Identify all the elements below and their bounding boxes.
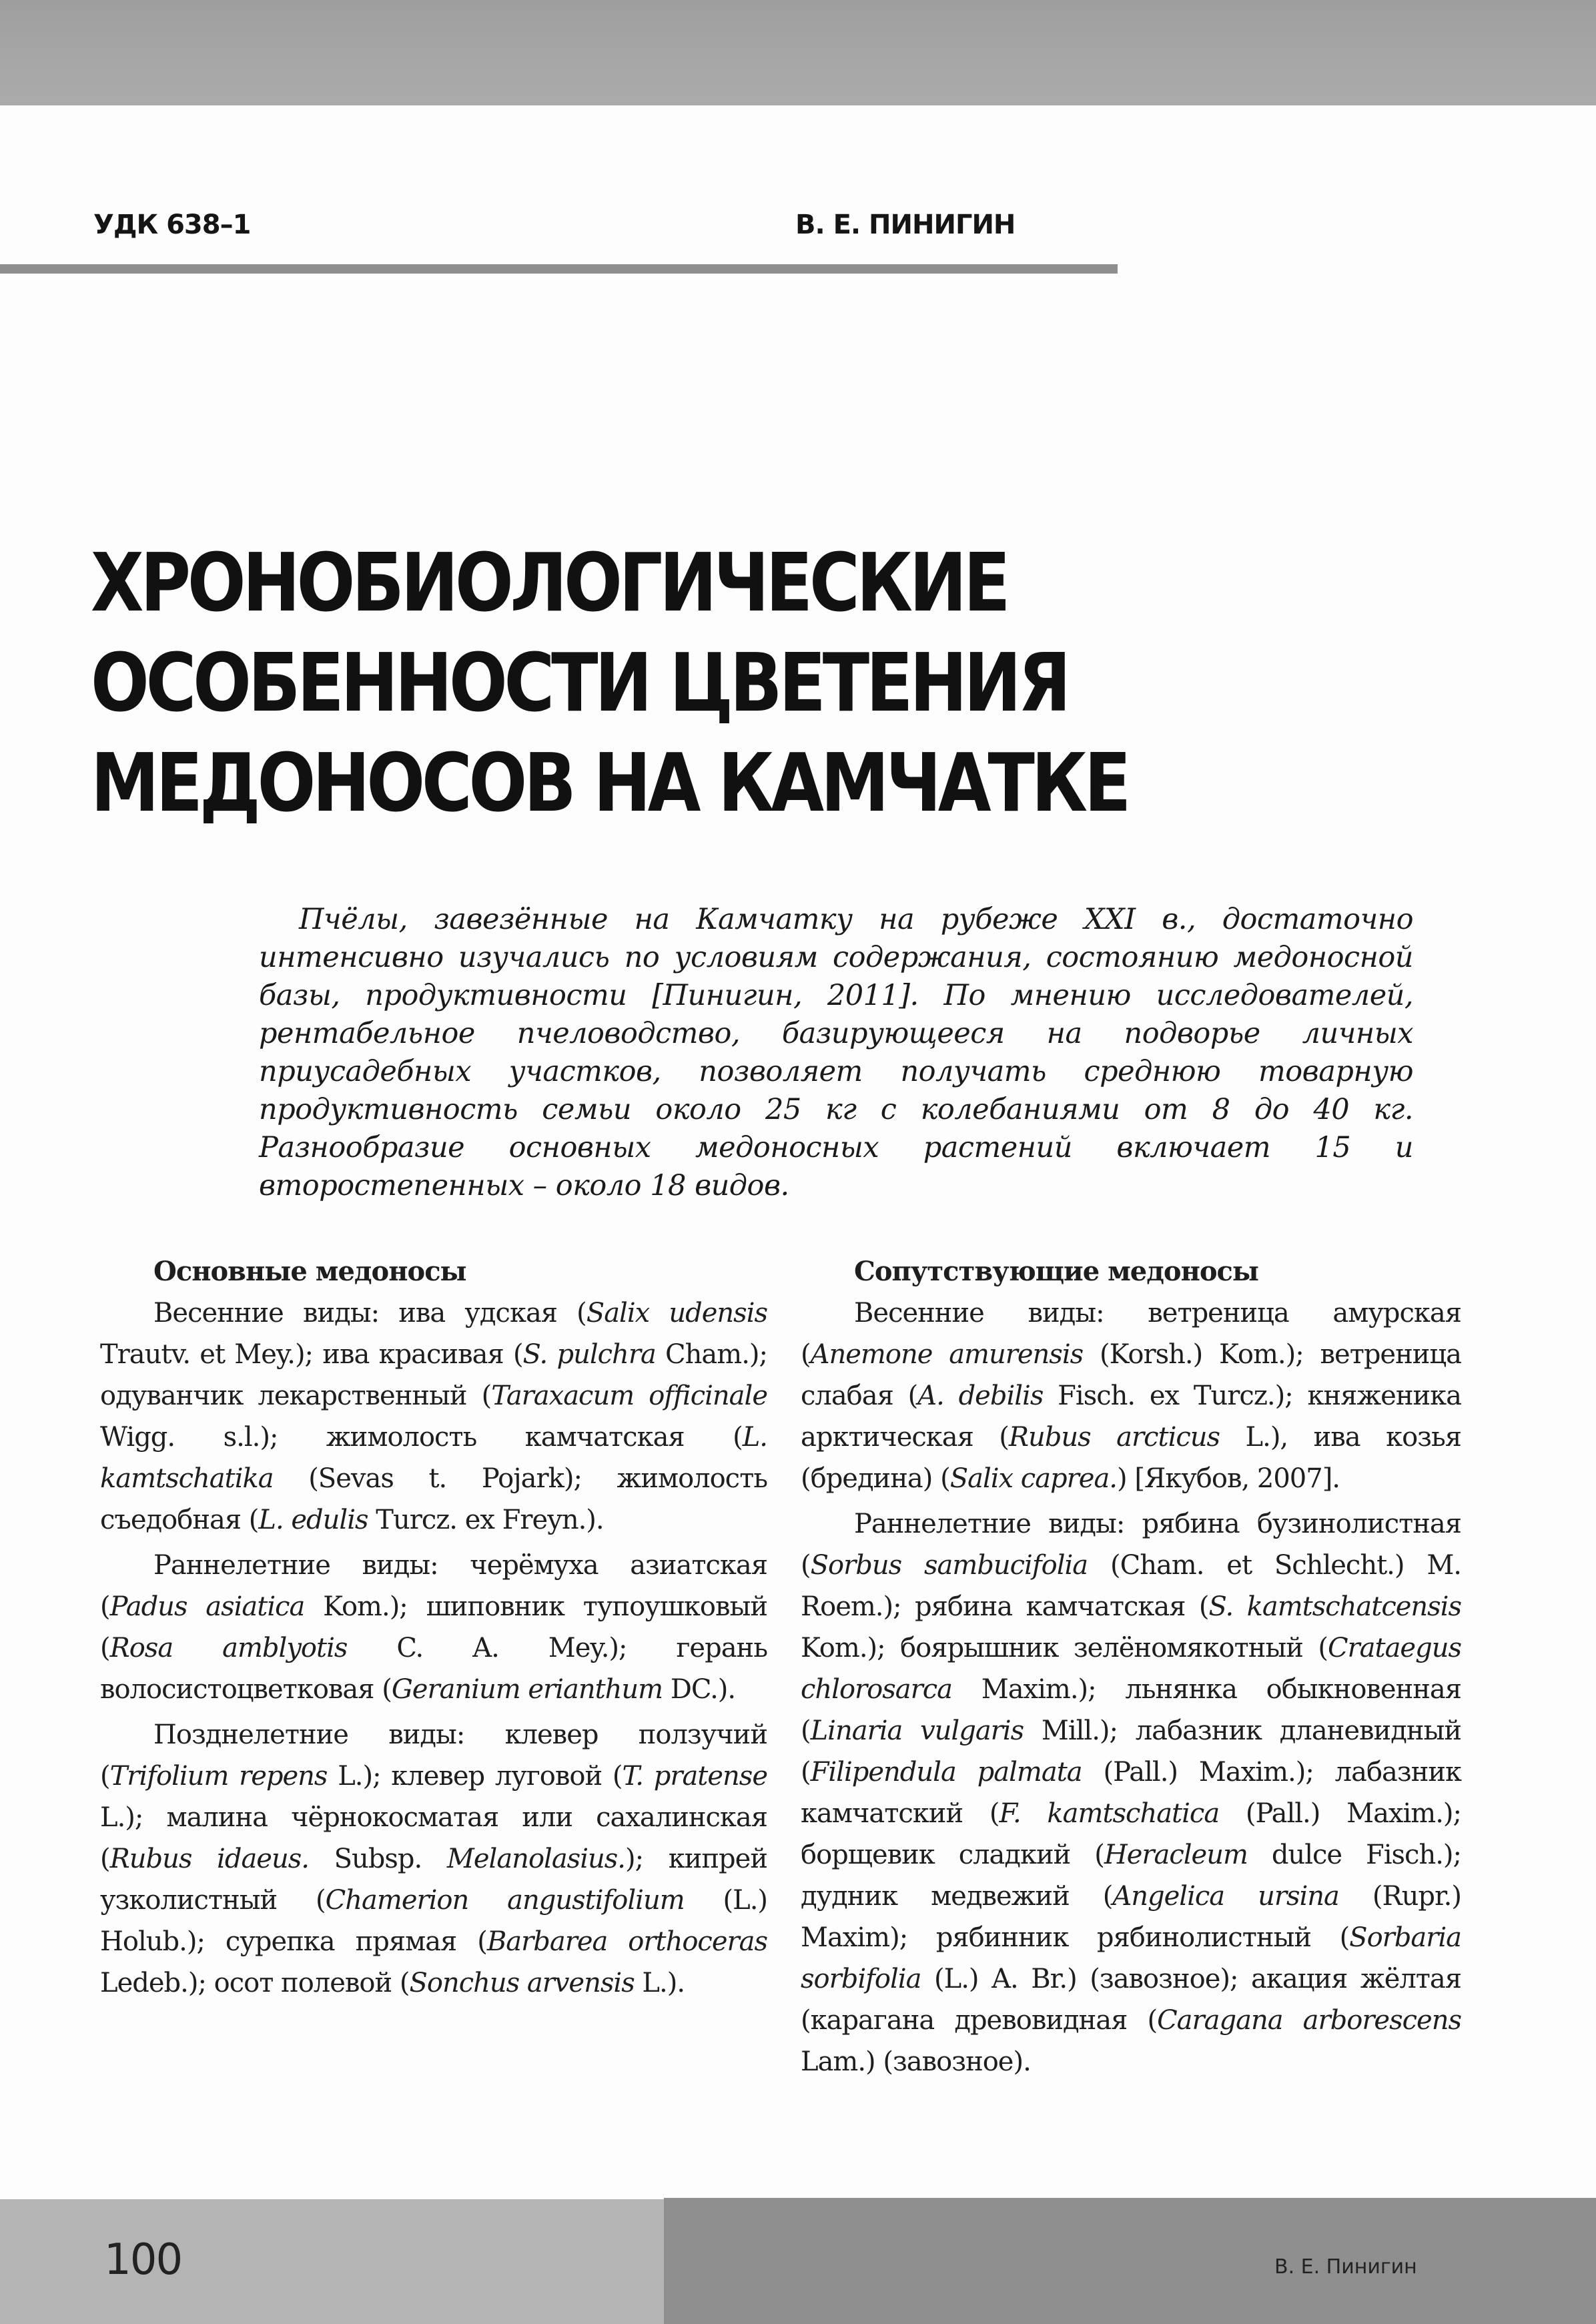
text-run: (Korsh.) Kom.); ветреница слабая (	[801, 1339, 1461, 1411]
text-run: Kom.); боярышник зелёномякотный (	[801, 1633, 1328, 1663]
title-line: ОСОБЕННОСТИ ЦВЕТЕНИЯ	[91, 637, 1068, 730]
section-main-honey-plants	[100, 1251, 767, 2004]
latin-name: A. debilis	[917, 1381, 1044, 1411]
latin-name: Taraxacum officinale	[491, 1381, 767, 1411]
text-run: (L.) Holub.); сурепка прямая (	[100, 1885, 768, 1957]
text-run: ) [Якубов, 2007].	[1117, 1463, 1340, 1494]
text-run: Позднелетние виды: клевер ползучий (	[100, 1719, 767, 1792]
text-run: Wigg. s.l.); жимолость камчатская (	[100, 1422, 743, 1453]
abstract: Пчёлы, завезённые на Камчатку на рубеже XXI в., достаточно интенсивно изучались по условиям содержания, состоянию медоносной базы, продуктивности [Пинигин, 2011]. По мнению исследователей, рентабельное пчеловодство, базирующееся на подворье личных приусадебных участков, позволяет получать среднюю товарную продуктивность семьи около 25 кг с колебаниями от 8 до 40 кг. Разнообразие основных медоносных растений включает 15 и второстепенных – около 18 видов.	[259, 903, 1413, 1202]
title-line: ХРОНОБИОЛОГИЧЕСКИЕ	[91, 537, 1008, 630]
latin-name: Rubus idaeus.	[109, 1844, 309, 1874]
title-line: МЕДОНОСОВ НА КАМЧАТКЕ	[91, 737, 1128, 830]
text-run: L.).	[634, 1968, 685, 1998]
text-run: Maxim.); льнянка обыкновенная (	[801, 1674, 1461, 1746]
text-run: Subsp.	[308, 1844, 447, 1874]
latin-name: Caragana arborescens	[1157, 2005, 1461, 2036]
text-run: Раннелетние виды: черёмуха азиатская (	[100, 1550, 767, 1622]
footer-author: В. Е. Пинигин	[1274, 2255, 1417, 2279]
latin-name: Salix caprea.	[949, 1463, 1118, 1494]
latin-name: Angelica ursina	[1112, 1881, 1339, 1912]
latin-name: T. pratense	[622, 1761, 768, 1792]
latin-name: Sonchus arvensis	[409, 1968, 635, 1998]
text-run: Kom.); шиповник тупоушковый (	[100, 1591, 767, 1663]
text-run: Раннелетние виды: рябина бузинолистная (	[801, 1509, 1461, 1581]
latin-name: S. kamtschatcensis	[1208, 1591, 1461, 1622]
latin-name: Crataegus chlorosarca	[801, 1633, 1461, 1705]
text-run: Весенние виды: ива удская (	[153, 1298, 586, 1328]
text-run: Весенние виды: ветреница амурская (	[801, 1298, 1461, 1370]
text-run: Cham.); одуванчик лекарственный (	[100, 1339, 767, 1411]
text-run: Fisch. ex Turcz.); княженика арктическая (	[801, 1381, 1461, 1453]
header-divider	[0, 264, 1118, 274]
latin-name: L. edulis	[258, 1505, 368, 1535]
text-run: L.), ива козья (бредина) (	[801, 1422, 1462, 1494]
text-run: C. A. Mey.); герань волосистоцветковая (	[100, 1633, 767, 1705]
latin-name: Sorbaria sorbifolia	[801, 1922, 1461, 1994]
paragraph	[801, 1292, 1461, 1499]
text-run: DC.).	[663, 1674, 736, 1705]
latin-name: Chamerion angustifolium	[325, 1885, 685, 1916]
footer-band-left	[0, 2199, 664, 2324]
text-run: dulce Fisch.); дудник медвежий (	[801, 1840, 1461, 1912]
latin-name: Trifolium repens	[109, 1761, 328, 1792]
text-run: (Rupr.) Maxim); рябинник рябинолистный (	[801, 1881, 1461, 1953]
header-author: В. Е. ПИНИГИН	[795, 210, 1016, 240]
section-body	[801, 1292, 1461, 2082]
latin-name: L. kamtschatika	[100, 1422, 767, 1494]
latin-name: Geranium erianthum	[391, 1674, 663, 1705]
section-secondary-honey-plants	[801, 1251, 1461, 2082]
latin-name: Melanolasius.	[446, 1844, 625, 1874]
paragraph	[801, 1503, 1461, 2082]
text-run: L.); клевер луговой (	[327, 1761, 623, 1792]
latin-name: Heracleum	[1104, 1840, 1248, 1870]
udc-code: УДК 638–1	[93, 210, 251, 240]
latin-name: Filipendula palmata	[810, 1757, 1082, 1788]
latin-name: Salix udensis	[586, 1298, 767, 1328]
latin-name: Rosa amblyotis	[109, 1633, 348, 1663]
paragraph	[100, 1545, 767, 1710]
latin-name: Padus asiatica	[109, 1591, 305, 1622]
latin-name: Anemone amurensis	[810, 1339, 1084, 1370]
paragraph	[100, 1714, 767, 2004]
section-body	[100, 1292, 767, 2004]
section-heading: Основные медоносы	[153, 1256, 466, 1287]
latin-name: S. pulchra	[522, 1339, 656, 1370]
article-title	[91, 534, 1128, 834]
text-run: L.); малина чёрнокосматая или сахалинская (	[100, 1802, 767, 1874]
latin-name: Rubus arcticus	[1008, 1422, 1220, 1453]
text-run: (Pall.) Maxim.); лабазник камчатский (	[801, 1757, 1462, 1829]
footer-band-right	[664, 2198, 1596, 2324]
text-run: Lam.) (завозное).	[801, 2046, 1031, 2077]
text-run: (Cham. et Schlecht.) M. Roem.); рябина камчатская (	[801, 1550, 1461, 1622]
text-run: ); кипрей узколистный (	[100, 1844, 767, 1916]
page-number: 100	[104, 2235, 182, 2285]
text-run: (L.) A. Br.) (завозное); акация жёлтая (карагана древовидная (	[801, 1964, 1461, 2036]
text-run: Trautv. et Mey.); ива красивая (	[100, 1339, 523, 1370]
latin-name: Sorbus sambucifolia	[810, 1550, 1088, 1581]
latin-name: Barbarea orthoceras	[486, 1926, 767, 1957]
section-heading: Сопутствующие медоносы	[854, 1256, 1259, 1287]
text-run: Turcz. ex Freyn.).	[368, 1505, 604, 1535]
latin-name: F. kamtschatica	[999, 1798, 1220, 1829]
text-run: (Sevas t. Pojark); жимолость съедобная (	[100, 1463, 767, 1535]
paragraph	[100, 1292, 767, 1541]
text-run: Mill.); лабазник дланевидный (	[801, 1715, 1461, 1788]
text-run: Ledeb.); осот полевой (	[100, 1968, 410, 1998]
text-run: (Pall.) Maxim.); борщевик сладкий (	[801, 1798, 1461, 1870]
latin-name: Linaria vulgaris	[810, 1715, 1024, 1746]
top-margin-band	[0, 0, 1596, 105]
